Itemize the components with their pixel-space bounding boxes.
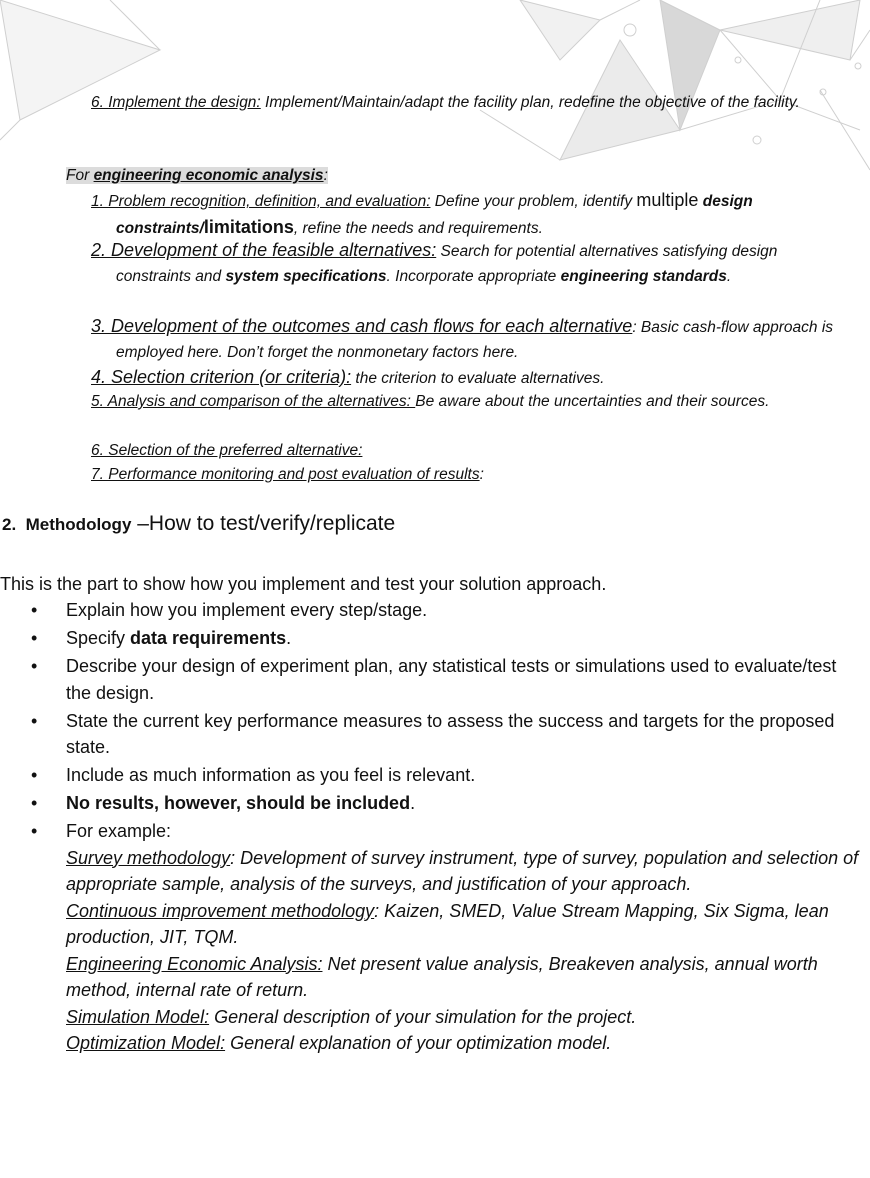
bullet-text: Specify — [66, 628, 131, 648]
intro-paragraph: This is the part to show how you implement and test your solution approach. — [0, 574, 607, 594]
list-item — [0, 653, 860, 706]
example-label: Engineering Economic Analysis: — [66, 953, 323, 974]
bullet-icon: • — [31, 600, 38, 620]
example-text: General description of your simulation for the project. — [209, 1006, 637, 1027]
eea-heading-prefix: For — [66, 167, 94, 184]
example-text: : Development of survey instrument, type of survey, population and selection of appropriate sample, analysis of the surveys, and justification of your approach. — [66, 847, 859, 894]
example-label: Simulation Model: — [66, 1006, 210, 1027]
list-item — [0, 790, 860, 817]
eea-item-bold: engineering standards — [560, 267, 727, 285]
eea-heading-highlight — [66, 167, 328, 184]
bullet-text: Include as much information as you feel is relevant. — [66, 765, 476, 785]
bullet-icon: • — [31, 628, 38, 648]
bullet-text: . — [286, 628, 292, 648]
bullet-text: . — [410, 793, 416, 813]
bullet-text: Explain how you implement every step/stage. — [66, 600, 428, 620]
section-heading — [2, 512, 395, 536]
list-item — [0, 762, 860, 789]
eea-item-title: 6. Selection of the preferred alternative: — [91, 442, 363, 459]
eea-item-text: Define your problem, identify — [430, 193, 637, 210]
example-text: Net present value analysis, Breakeven analysis, annual worth method, internal rate of return. — [66, 953, 818, 1000]
bullet-text: For example: — [66, 821, 172, 841]
example-text: : Kaizen, SMED, Value Stream Mapping, Six Sigma, lean production, JIT, TQM. — [66, 900, 829, 947]
eea-item-text: the criterion to evaluate alternatives. — [351, 370, 605, 387]
example-label: Survey methodology — [66, 847, 231, 868]
eea-heading-term: engineering economic analysis — [93, 167, 324, 184]
example-text: General explanation of your optimization model. — [225, 1033, 612, 1053]
eea-item-4 — [91, 365, 856, 392]
eea-item-text: : Basic cash-flow approach is employed here. Don’t forget the nonmonetary factors here. — [116, 319, 834, 361]
section-subtitle: How to test/verify/replicate — [148, 512, 396, 535]
list-item — [0, 818, 860, 1057]
eea-item-text: . Incorporate appropriate — [386, 267, 561, 285]
example-label: Optimization Model: — [66, 1033, 226, 1053]
eea-item-emphasis: limitations — [203, 216, 294, 237]
eea-item-bold: design constraints/ — [116, 193, 753, 237]
eea-item-7 — [91, 463, 856, 488]
bullet-bold: No results, however, should be included — [66, 793, 411, 813]
eea-item-text: . — [726, 267, 732, 285]
list-item-title: 6. Implement the design: — [91, 94, 261, 111]
eea-item-bold: system specifications — [225, 267, 387, 285]
bullet-icon: • — [31, 821, 38, 841]
bullet-icon: • — [31, 793, 38, 813]
bullet-text: Describe your design of experiment plan, any statistical tests or simulations used to evaluate/test the design. — [66, 656, 837, 703]
section-title: Methodology — [25, 515, 132, 534]
bullet-bold: data requirements — [130, 628, 287, 648]
example-label: Continuous improvement methodology — [66, 900, 375, 921]
eea-item-2 — [91, 238, 856, 289]
bullet-list — [0, 597, 860, 1058]
example-survey — [66, 845, 860, 898]
eea-item-emphasis: multiple — [636, 190, 699, 210]
section-dash: – — [131, 512, 149, 535]
eea-item-text: , refine the needs and requirements. — [293, 219, 543, 237]
eea-item-6 — [91, 439, 856, 464]
bullet-icon: • — [31, 656, 38, 676]
list-item — [0, 708, 860, 761]
example-continuous-improvement — [66, 898, 860, 951]
eea-heading-suffix: : — [323, 167, 328, 184]
example-engineering-economic — [66, 951, 860, 1004]
eea-item-text: : — [479, 466, 484, 483]
bullet-icon: • — [31, 710, 38, 731]
eea-item-title: 1. Problem recognition, definition, and evaluation: — [91, 193, 431, 210]
eea-item-3 — [91, 314, 856, 365]
list-item — [0, 625, 860, 652]
list-item — [0, 597, 860, 624]
list-item — [91, 91, 856, 116]
eea-item-title: 3. Development of the outcomes and cash flows for each alternative — [91, 316, 633, 336]
eea-item-5 — [91, 390, 856, 415]
example-optimization — [66, 1030, 860, 1057]
section-number: 2. — [2, 515, 17, 534]
bullet-icon: • — [31, 765, 38, 785]
eea-item-title: 5. Analysis and comparison of the alternatives: — [91, 393, 416, 410]
eea-item-1 — [91, 188, 856, 241]
eea-item-title: 4. Selection criterion (or criteria): — [91, 367, 352, 387]
bullet-text: State the current key performance measures to assess the success and targets for the proposed state. — [66, 710, 835, 757]
example-simulation — [66, 1004, 860, 1031]
eea-heading — [66, 164, 328, 189]
eea-item-text: Be aware about the uncertainties and their sources. — [415, 393, 770, 410]
eea-item-title: 7. Performance monitoring and post evaluation of results — [91, 466, 480, 483]
eea-item-text: Search for potential alternatives satisfying design constraints and — [116, 243, 778, 285]
list-item-text: Implement/Maintain/adapt the facility plan, redefine the objective of the facility. — [260, 94, 800, 111]
eea-item-title: 2. Development of the feasible alternatives: — [91, 240, 437, 260]
